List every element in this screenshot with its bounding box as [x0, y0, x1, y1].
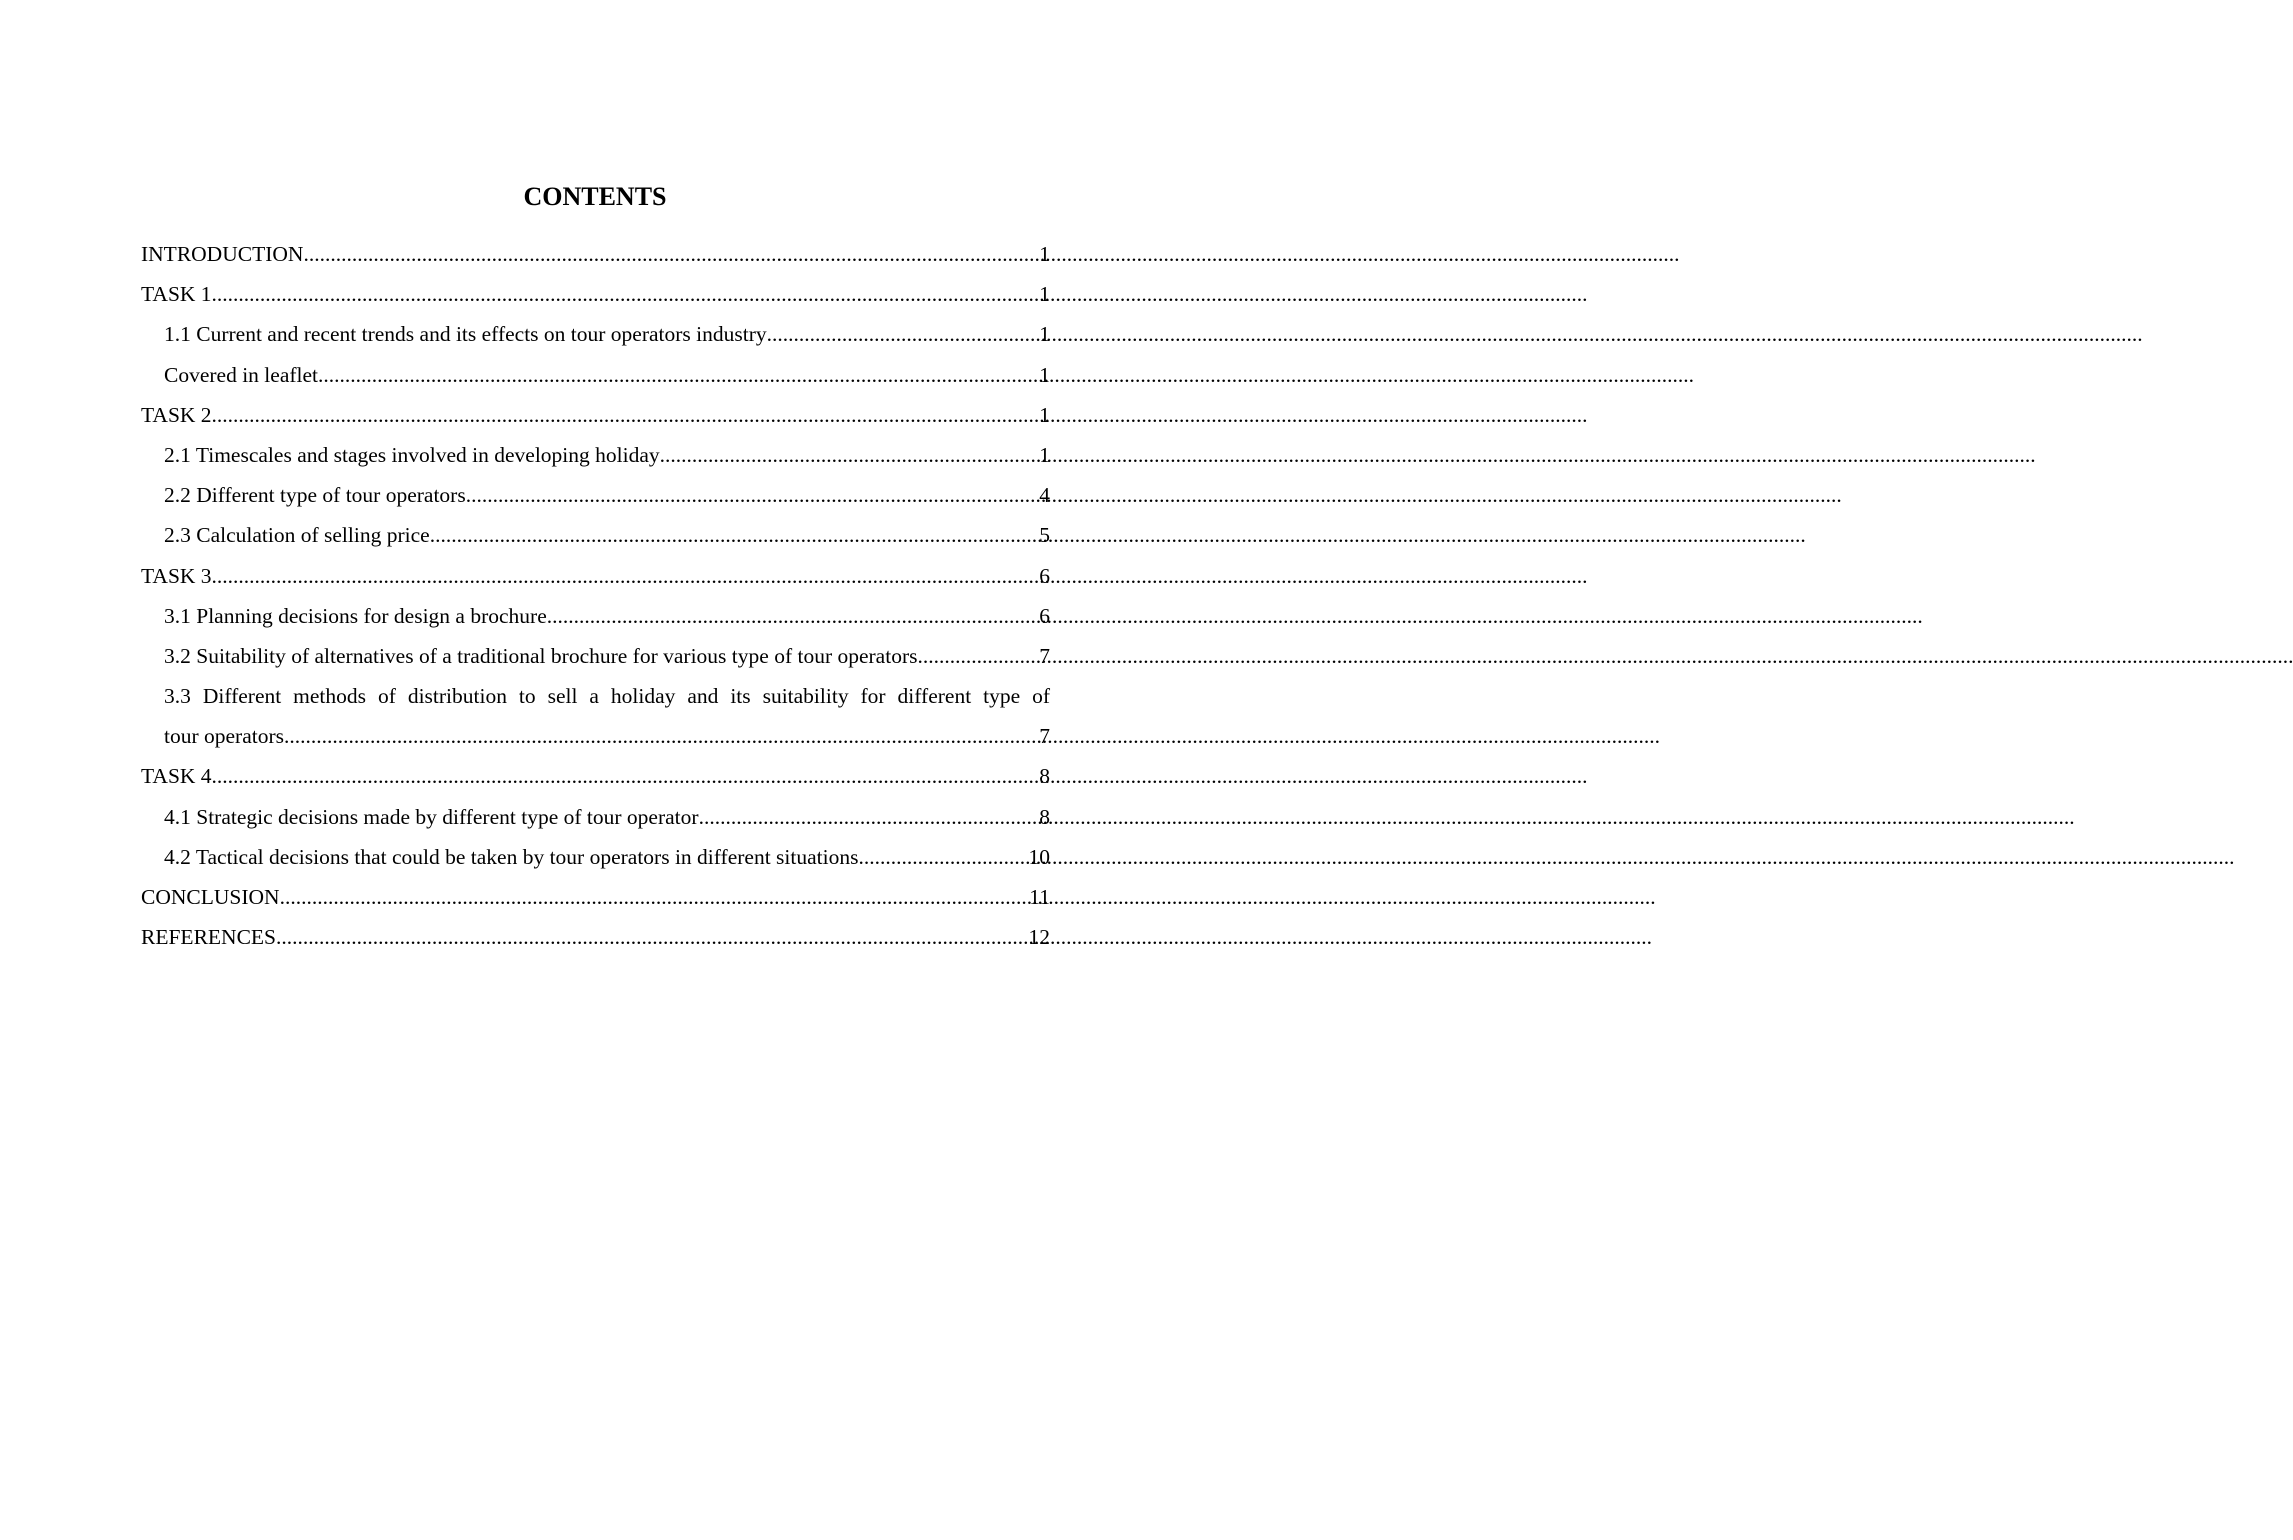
- toc-dot-leader: [547, 596, 1040, 636]
- toc-entry-references[interactable]: [141, 917, 1050, 957]
- toc-dot-leader: [917, 636, 1039, 676]
- toc-entry-label: 3.2 Suitability of alternatives of a traditional brochure for various type of tour operators: [164, 643, 918, 668]
- toc-entry-conclusion[interactable]: [141, 877, 1050, 917]
- toc-entry-2-3[interactable]: [141, 515, 1050, 555]
- toc-entry-label-continued: [164, 716, 1050, 756]
- toc-entry-label: CONCLUSION: [141, 885, 280, 909]
- toc-entry-label: TASK 3: [141, 563, 212, 588]
- toc-entry-4-2[interactable]: [141, 837, 1050, 877]
- toc-entry-label: TASK 4: [141, 764, 212, 789]
- toc-page-number: 10: [1028, 844, 1050, 869]
- toc-entry-label: 3.3 Different methods of distribution to sell a holiday and its suitability for different type of: [164, 684, 1050, 709]
- toc-entry-covered-in-leaflet[interactable]: [141, 355, 1050, 395]
- toc-dot-leader: [284, 716, 1039, 756]
- toc-dot-leader: [430, 515, 1040, 555]
- toc-entry-task-1[interactable]: [141, 274, 1050, 314]
- toc-entry-label: Covered in leaflet: [164, 362, 319, 387]
- toc-entry-label: REFERENCES: [141, 925, 276, 950]
- toc-entry-task-2[interactable]: [141, 395, 1050, 435]
- toc-page-number: 1: [1039, 402, 1050, 427]
- toc-page-number: 6: [1039, 603, 1050, 628]
- toc-dot-leader: [466, 475, 1040, 515]
- toc-entry-4-1[interactable]: [141, 797, 1050, 837]
- toc-entry-label: TASK 1: [141, 282, 212, 307]
- toc-dot-leader: [699, 797, 1040, 837]
- toc-page-number: 11: [1029, 885, 1050, 909]
- toc-page-number: 8: [1039, 804, 1050, 829]
- toc-dot-leader: [276, 917, 1029, 957]
- toc-dot-leader: [212, 274, 1040, 314]
- toc-entry-task-4[interactable]: [141, 756, 1050, 796]
- toc-page-number: 7: [1039, 724, 1050, 749]
- toc-entry-label: INTRODUCTION: [141, 242, 304, 266]
- toc-page-number: 1: [1039, 362, 1050, 387]
- toc-dot-leader: [212, 556, 1040, 596]
- toc-page-number: 12: [1028, 925, 1050, 950]
- toc-entry-label: TASK 2: [141, 402, 212, 427]
- toc-entry-label: 1.1 Current and recent trends and its effects on tour operators industry: [164, 322, 767, 347]
- toc-entry-label: 3.1 Planning decisions for design a brochure: [164, 603, 547, 628]
- toc-entry-label-line-2: tour operators: [164, 724, 285, 749]
- toc-entry-3-2[interactable]: [141, 636, 1050, 676]
- toc-dot-leader: [767, 314, 1040, 354]
- toc-heading: CONTENTS: [523, 182, 667, 211]
- toc-page-number: 7: [1039, 643, 1050, 668]
- toc-page-number: 1: [1039, 282, 1050, 307]
- toc-dot-leader: [660, 435, 1040, 475]
- toc-entry-label: 2.2 Different type of tour operators: [164, 483, 466, 508]
- toc-dot-leader: [303, 234, 1039, 274]
- toc-entry-2-2[interactable]: [141, 475, 1050, 515]
- toc-entry-label: 4.1 Strategic decisions made by different type of tour operator: [164, 804, 699, 829]
- toc-page-number: 1: [1039, 322, 1050, 347]
- toc-dot-leader: [212, 756, 1040, 796]
- table-of-contents: [141, 234, 1050, 957]
- toc-dot-leader: [212, 395, 1040, 435]
- toc-page-number: 5: [1039, 523, 1050, 548]
- toc-entry-label: 4.2 Tactical decisions that could be taken by tour operators in different situations: [164, 844, 859, 869]
- toc-dot-leader: [318, 355, 1039, 395]
- toc-page-number: 6: [1039, 563, 1050, 588]
- toc-entry-1-1[interactable]: [141, 314, 1050, 354]
- toc-dot-leader: [858, 837, 1028, 877]
- toc-entry-label: 2.3 Calculation of selling price: [164, 523, 430, 548]
- toc-page-number: 8: [1039, 764, 1050, 789]
- toc-page-number: 1: [1039, 242, 1050, 266]
- toc-entry-3-1[interactable]: [141, 596, 1050, 636]
- toc-entry-introduction[interactable]: [141, 234, 1050, 274]
- toc-page-number: 4: [1039, 483, 1050, 508]
- toc-dot-leader: [280, 877, 1030, 917]
- toc-entry-label: 2.1 Timescales and stages involved in developing holiday: [164, 442, 660, 467]
- toc-entry-3-3[interactable]: [141, 676, 1050, 756]
- toc-entry-2-1[interactable]: [141, 435, 1050, 475]
- toc-entry-task-3[interactable]: [141, 556, 1050, 596]
- toc-page-number: 1: [1039, 442, 1050, 467]
